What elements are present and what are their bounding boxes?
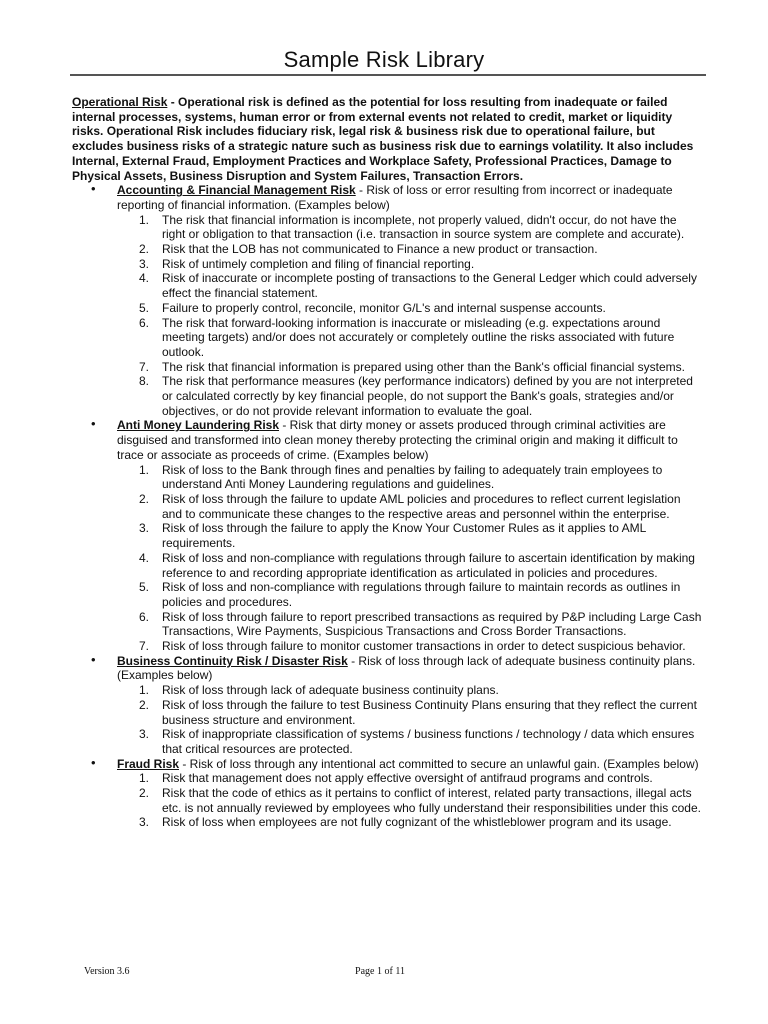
risk-category-title: Fraud Risk	[117, 756, 180, 771]
risk-example-item	[117, 683, 702, 698]
item-number: 2.	[139, 242, 150, 257]
risk-example-item	[117, 463, 702, 492]
risk-example-text: Failure to properly control, reconcile, monitor G/L's and internal suspense accounts.	[162, 300, 606, 315]
risk-example-item	[117, 771, 702, 786]
risk-example-list	[117, 771, 702, 830]
item-number: 5.	[139, 300, 150, 315]
risk-category-description: - Risk of loss or error resulting from incorrect or inadequate reporting of financial information. (Examples below)	[117, 183, 673, 212]
footer-page-number: Page 1 of 11	[355, 966, 405, 977]
item-number: 3.	[139, 256, 150, 271]
bullet-icon: •	[91, 651, 96, 667]
risk-example-item	[117, 580, 702, 609]
item-number: 1.	[139, 683, 150, 698]
item-number: 2.	[139, 697, 150, 712]
risk-example-text: Risk of inappropriate classification of systems / business functions / technology / data which ensures that critical resources are protected.	[162, 727, 695, 756]
item-number: 6.	[139, 315, 150, 330]
risk-example-text: Risk that management does not apply effective oversight of antifraud programs and controls.	[162, 771, 653, 786]
risk-category	[72, 418, 702, 653]
risk-example-text: Risk of loss and non-compliance with regulations through failure to maintain records as outlines in policies and procedures.	[162, 580, 681, 609]
risk-example-text: The risk that forward-looking information is inaccurate or misleading (e.g. expectations around meeting targets) and/or does not accurately or completely outline the risks associated with future outlook.	[162, 315, 675, 359]
risk-category-title: Anti Money Laundering Risk	[117, 418, 280, 433]
risk-example-item	[117, 316, 702, 360]
bullet-icon: •	[91, 181, 96, 197]
risk-example-text: Risk of loss through lack of adequate business continuity plans.	[162, 683, 499, 698]
risk-category	[72, 183, 702, 418]
item-number: 2.	[139, 786, 150, 801]
risk-example-text: Risk of loss and non-compliance with regulations through failure to ascertain identification by making reference to and recording appropriate identification as articulated in policies and procedures.	[162, 550, 695, 580]
risk-example-item	[117, 374, 702, 418]
risk-example-text: The risk that performance measures (key performance indicators) defined by you are not interpreted or calculated correctly by key financial people, do not support the Bank's goals, strategies and/or objectives, or do not provide relevant information to evaluate the goal.	[162, 374, 693, 418]
risk-example-list	[117, 463, 702, 654]
risk-example-item	[117, 610, 702, 639]
risk-example-text: Risk that the code of ethics as it pertains to conflict of interest, related party transactions, illegal acts etc. is not annually reviewed by employees who fully understand their responsibilities under this code.	[162, 786, 701, 815]
risk-example-item	[117, 639, 702, 654]
risk-example-item	[117, 213, 702, 242]
item-number: 6.	[139, 609, 150, 624]
bullet-icon: •	[91, 416, 96, 432]
footer-version: Version 3.6	[84, 966, 130, 977]
risk-example-list	[117, 213, 702, 419]
item-number: 3.	[139, 815, 150, 830]
bullet-icon: •	[91, 754, 96, 770]
document-title: Sample Risk Library	[283, 47, 485, 72]
risk-category-description: - Risk of loss through lack of adequate business continuity plans. (Examples below)	[117, 653, 696, 683]
risk-example-text: Risk of loss to the Bank through fines and penalties by failing to adequately train employees to understand Anti Money Laundering regulations and guidelines.	[162, 462, 663, 492]
risk-example-item	[117, 271, 702, 300]
risk-example-text: Risk of loss through the failure to apply the Know Your Customer Rules as it applies to AML requirements.	[162, 521, 646, 551]
risk-example-item	[117, 492, 702, 521]
risk-example-list	[117, 683, 702, 757]
intro-text: - Operational risk is defined as the potential for loss resulting from inadequate or failed internal processes, systems, human error or from external events not related to credit, market or liquidity risks. Operational Risk includes fiduciary risk, legal risk & business risk due to operational failure, but excludes business risks of a strategic nature such as business risk due to earnings volatility. It also includes Internal, External Fraud, Employment Practices and Workplace Safety, Professional Practices, Damage to Physical Assets, Business Disruption and System Failures, Transaction Errors.	[72, 95, 694, 183]
risk-category-title: Accounting & Financial Management Risk	[117, 183, 356, 198]
item-number: 3.	[139, 521, 150, 536]
risk-example-item	[117, 301, 702, 316]
intro-heading: Operational Risk	[72, 95, 168, 109]
risk-example-item	[117, 551, 702, 580]
risk-category-title: Business Continuity Risk / Disaster Risk	[117, 653, 348, 668]
risk-example-text: Risk of untimely completion and filing of financial reporting.	[162, 256, 475, 271]
risk-example-text: Risk of inaccurate or incomplete posting of transactions to the General Ledger which could adversely effect the financial statement.	[162, 271, 697, 301]
risk-example-text: Risk that the LOB has not communicated to Finance a new product or transaction.	[162, 242, 598, 257]
item-number: 4.	[139, 550, 150, 565]
item-number: 8.	[139, 374, 150, 389]
risk-category-description: - Risk of loss through any intentional act committed to secure an unlawful gain. (Examples below)	[179, 756, 699, 771]
risk-example-text: Risk of loss through failure to monitor customer transactions in order to detect suspicious behavior.	[162, 639, 686, 654]
risk-example-text: The risk that financial information is prepared using other than the Bank's official financial systems.	[162, 359, 686, 374]
document-body	[72, 95, 702, 830]
item-number: 1.	[139, 212, 150, 227]
risk-example-item	[117, 698, 702, 727]
risk-example-item	[117, 786, 702, 815]
risk-category	[72, 651, 702, 757]
risk-example-item	[117, 521, 702, 550]
risk-category	[72, 754, 702, 831]
item-number: 4.	[139, 271, 150, 286]
item-number: 1.	[139, 771, 150, 786]
risk-example-text: Risk of loss through failure to report prescribed transactions as required by P&P including Large Cash Transactions, Wire Payments, Suspicious Transactions and Cross Border Transactions.	[162, 609, 702, 639]
item-number: 5.	[139, 580, 150, 595]
risk-example-item	[117, 360, 702, 375]
risk-example-item	[117, 727, 702, 756]
risk-category-description: - Risk that dirty money or assets produced through criminal activities are disguised and transformed into clean money thereby protecting the criminal origin and making it difficult to trace or associate as proceeds of crime. (Examples below)	[117, 418, 678, 462]
item-number: 1.	[139, 462, 150, 477]
risk-example-item	[117, 257, 702, 272]
item-number: 2.	[139, 491, 150, 506]
risk-example-text: The risk that financial information is incomplete, not properly valued, didn't occur, do not have the right or obligation to that transaction (i.e. transaction in source system are complete and accurate).	[162, 212, 685, 242]
risk-example-text: Risk of loss through the failure to update AML policies and procedures to reflect current legislation and to communicate these changes to the respective areas and personnel within the enterprise.	[162, 491, 681, 521]
item-number: 3.	[139, 727, 150, 742]
risk-example-text: Risk of loss when employees are not fully cognizant of the whistleblower program and its usage.	[162, 815, 672, 830]
item-number: 7.	[139, 639, 150, 654]
intro-paragraph	[72, 95, 702, 183]
item-number: 7.	[139, 359, 150, 374]
title-divider	[70, 74, 706, 76]
risk-example-text: Risk of loss through the failure to test Business Continuity Plans ensuring that they reflect the current business structure and environment.	[162, 697, 697, 727]
risk-example-item	[117, 242, 702, 257]
risk-example-item	[117, 815, 702, 830]
risk-category-list	[72, 183, 702, 830]
